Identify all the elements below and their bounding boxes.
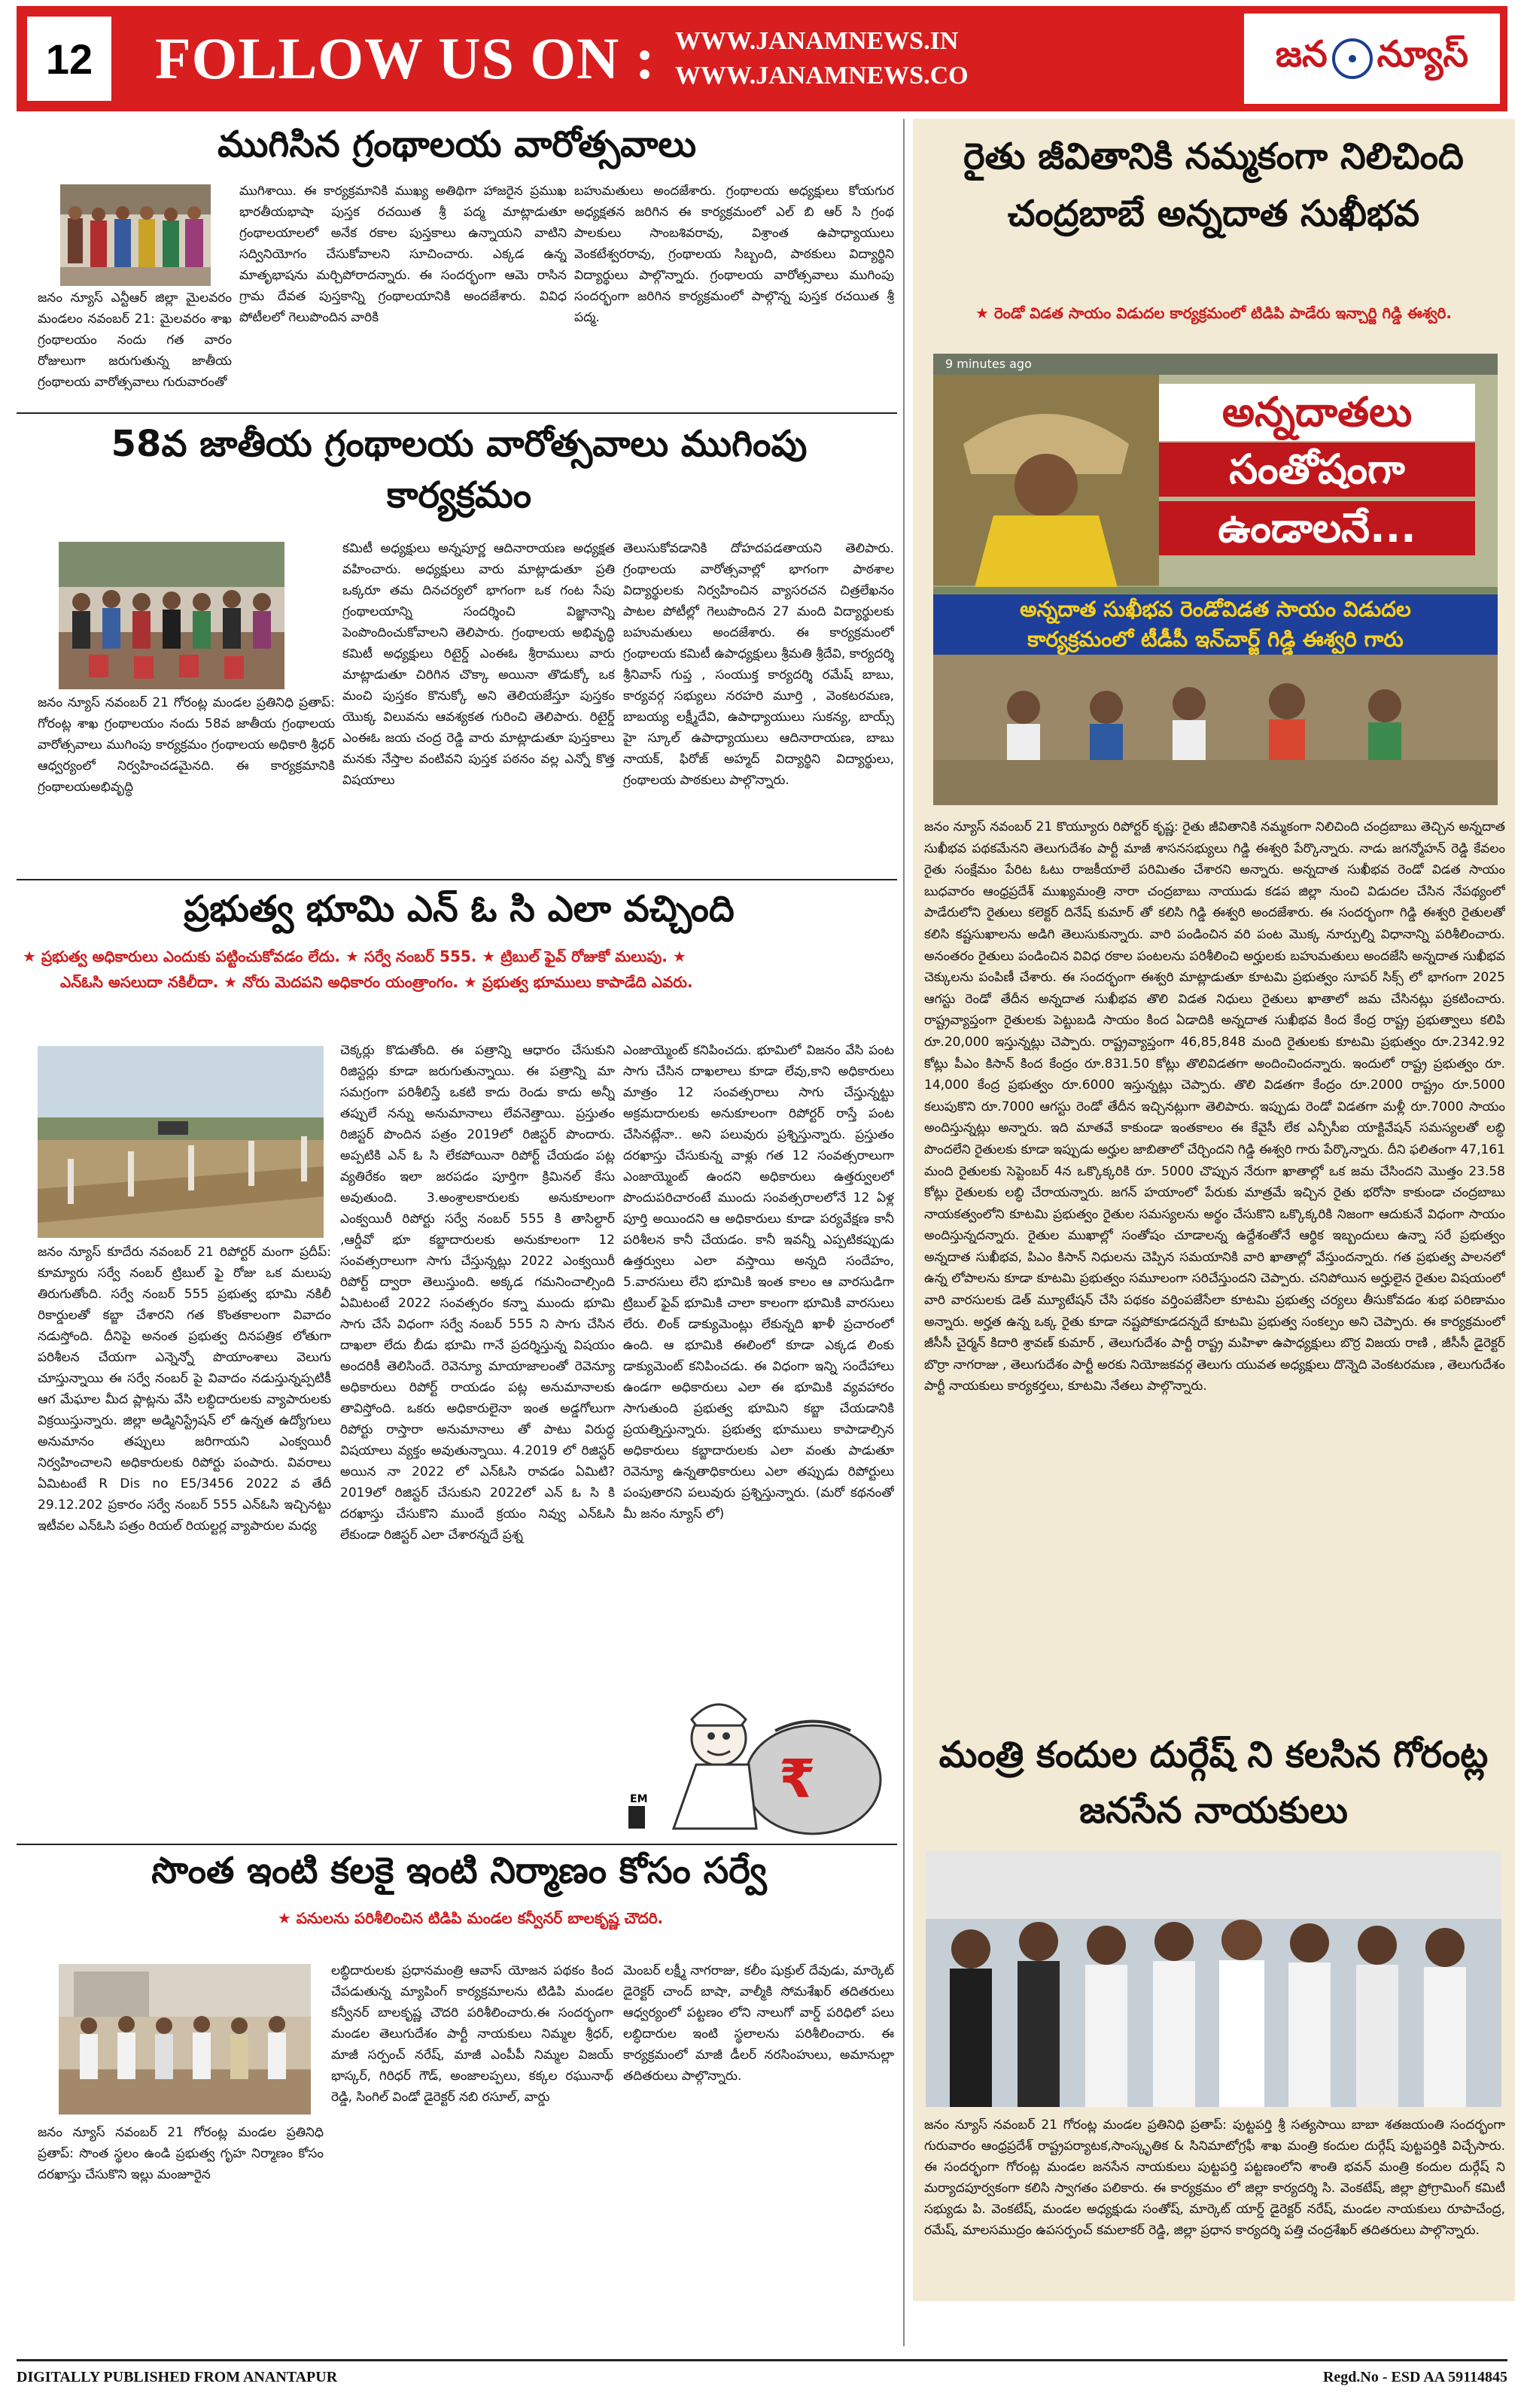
right1-photo-band-line1: అన్నదాత సుఖీభవ రెండోవిడత సాయం విడుదల	[933, 594, 1498, 625]
article1-headline: ముగిసిన గ్రంథాలయ వారోత్సవాలు	[217, 123, 697, 166]
section-rule	[17, 1844, 897, 1845]
right1-photo-band-line2: కార్యక్రమంలో టీడీపీ ఇన్‌చార్జ్ గిడ్డి ఈశ్వరి గారు	[933, 625, 1498, 655]
right1-subhead: ★ రెండో విడత సాయం విడుదల కార్యక్రమంలో టిడిపి పాడేరు ఇన్చార్జి గిడ్డి ఈశ్వరి.	[975, 304, 1452, 322]
right1-photo-caption-line1: అన్నదాతలు	[1159, 384, 1475, 441]
website-link-in[interactable]: WWW.JANAMNEWS.IN	[674, 27, 959, 55]
article4-column3: మెంబర్ లక్ష్మీ నాగరాజు, కలీం షుక్రుల్ దేవుడు, మార్కెట్ డైరెక్టర్ చాంద్ బాషా, వాల్మీకి సోమశేఖర్ తదితరులు ఆధ్వర్యంలో పట్టణం లోని నాలుగో వార్డ్ పరిధిలో పలు లబ్ధిదారుల ఇంటి స్థలాలను పరిశీలించారు. ఈ కార్యక్రమంలో మాజీ డీలర్ నరసింహులు, అమానుల్లా తదితరులు పాల్గొన్నారు.	[623, 1963, 894, 2084]
article3-column3: ఎంజాయ్మెంట్ కనిపించదు. భూమిలో విజనం వేసి పంట సాగు చేసిన దాఖలాలు కూడా లేవు,కాని అధికారులు మాత్రం 12 సంవత్సరాలు సాగు చేస్తున్నట్టు అక్రమదారులకు అనుకూలంగా రిపోర్టర్ రాస్తే పంట చేసినట్లేనా.. అని పలువురు ప్రశ్నిస్తున్నారు. ప్రస్తుతం దరఖాస్తు చేసుకున్న వాళ్లు గత 12 సంవత్సరాలుగా ఎంజాయ్మెంట్ ఉందని అధికారులు ఉత్తర్వులలో పొందుపరిచారంటే ముందు సంవత్సరాలలోనే 12 ఏళ్ల పూర్తి అయిందని ఆ అధికారులు కూడా పర్యవేక్షణ కానీ పరిశీలన కానీ చేయడం. కానీ ఇవన్నీ ఎప్పటికప్పుడు ఉత్తర్వులు ఎలా వస్తాయి అన్నది సందేహం, 5.వారసులు లేని భూమికి ఇంత కాలం ఆ వారసుడిగా ట్రిబుల్ ఫైవ్ భూమికి చాలా కాలంగా భూమికి వారసులు లేరు. లింక్ డాక్యుమెంట్లు లేకున్నది ఖాళీ ప్రచారంలో ఉంది. ఆ భూమికి ఈలింలో కూడా ఎక్కడ లింకు డాక్యుమెంట్ కనిపించడు. ఈ విధంగా ఇన్ని సందేహాలు ఉండగా అధికారులు ఎలా ఈ భూమికి వ్యవహారం సాగుతుంది ప్రభుత్వ భూమిని కబ్జా చేయడానికి ప్రయత్నిస్తున్నారు. ప్రభుత్వ భూములు కాపాడాల్సిన అధికారులు కబ్జాదారులకు ఎలా వంతు పాడుతూ రెవెన్యూ ఉన్నతాధికారులు ఎలా తప్పుడు రిపోర్టులు పంపుతారని పలువురు ప్రశ్నిస్తున్నారు. (మరో కథనంతో మీ జనం న్యూస్ లో)	[623, 1043, 894, 1522]
corruption-cartoon	[628, 1667, 896, 1836]
section-rule	[17, 879, 897, 880]
right2-photo	[926, 1851, 1501, 2107]
logo-text-left: జన	[1275, 33, 1328, 75]
article4-headline: సొంత ఇంటి కలకై ఇంటి నిర్మాణం కోసం సర్వే	[151, 1850, 767, 1892]
article3-photo	[38, 1046, 324, 1238]
chakra-icon	[1332, 38, 1373, 79]
article2-lead: జనం న్యూస్ నవంబర్ 21 గోరంట్ల మండల ప్రతినిధి ప్రతాప్: గోరంట్ల శాఖ గ్రంథాలయం నందు 58వ జాతీయ గ్రంథాలయ వారోత్సవాలు ముగింపు కార్యక్రమం గ్రంథాలయ అధికారి శ్రీధర్ ఆధ్వర్యంలో నిర్వహించడమైనది. ఈ కార్యక్రమానికి గ్రంథాలయఅభివృద్ధి	[38, 695, 335, 795]
article3-lead: జనం న్యూస్ కూదేరు నవంబర్ 21 రిపోర్టర్ మంగా ప్రదీప్: కూమ్యారు సర్వే నంబర్ ట్రిబుల్ ఫై రోజు ఒక మలుపు తిరుగుతోంది. సర్వే నంబర్ 555 ప్రభుత్వ భూమి నకిలీ రికార్డులతో కబ్జా చేశారని గత కొంతకాలంగా వివాదం నడుస్తోంది. దీనిపై అనంత ప్రభుత్వ దినపత్రిక లోతుగా పరిశీలన చేయగా ఎన్నెన్నో పొయాంశాలు వెలుగు చూస్తున్నాయి ఈ సర్వే నంబర్ పై వివాదం నడుస్తున్నప్పటికీ ఆగ మేఘాల మీద ప్లాట్లను వేసి లబ్ధిదారులకు వ్యాపారులకు విక్రయిస్తున్నారు. జిల్లా అడ్మినిస్ట్రేషన్ లో ఉన్నత ఉద్యోగులు అనుమానం తప్పులు జరిగాయని ఎంక్వయిరీ నిర్వహించాలని అధికారులకు రిపోర్టు పంపారు. వివరాలు ఏమిటంటే R Dis no E5/3456 2022 వ తేదీ 29.12.202 ప్రకారం సర్వే నంబర్ 555 ఎన్ఓసి ఇచ్చినట్టు ఇటీవల ఎన్ఓసి పత్రం రియల్ రియల్టర్ల వ్యాపారుల మధ్య	[38, 1245, 331, 1534]
article1-photo	[60, 184, 211, 286]
page-number: 12	[27, 17, 111, 101]
footer-registration: Regd.No - ESD AA 59114845	[1322, 2369, 1507, 2385]
right1-headline: రైతు జీవితానికి నమ్మకంగా నిలిచింది చంద్రబాబే అన్నదాత సుఖీభవ	[963, 135, 1464, 235]
right1-photo-caption-line3: ఉండాలనే...	[1159, 501, 1475, 555]
article4-lead: జనం న్యూస్ నవంబర్ 21 గోరంట్ల మండల ప్రతినిధి ప్రతాప్: సొంత స్థలం ఉండి ప్రభుత్వ గృహ నిర్మాణం కోసం దరఖాస్తు చేసుకొని ఇల్లు మంజూరైన	[38, 2125, 324, 2182]
website-links	[675, 24, 969, 93]
article1-lead: జనం న్యూస్ ఎన్టీఆర్ జిల్లా మైలవరం మండలం నవంబర్ 21: మైలవరం శాఖ గ్రంథాలయం నందు గత వారం రోజులుగా జరుగుతున్న జాతీయ గ్రంథాలయ వారోత్సవాలు గురువారంతో	[38, 290, 232, 390]
article4-photo	[59, 1964, 311, 2115]
right1-photo-caption-line2: సంతోషంగా	[1159, 442, 1475, 497]
right1-photo	[933, 354, 1498, 805]
article3-subhead-line1: ★ ప్రభుత్వ అధికారులు ఎందుకు పట్టించుకోవడం లేదు. ★ సర్వే నంబర్ 555. ★ ట్రిబుల్ ఫైవ్ రోజుకో మలుపు. ★	[23, 947, 686, 965]
cartoon-tag: EM	[630, 1793, 648, 1805]
section-rule	[17, 412, 897, 414]
janam-news-logo	[1244, 14, 1500, 104]
article2-headline: 58వ జాతీయ గ్రంథాలయ వారోత్సవాలు ముగింపు కార్యక్రమం	[111, 423, 808, 516]
website-link-co[interactable]: WWW.JANAMNEWS.CO	[674, 62, 969, 90]
article2-column2: కమిటీ అధ్యక్షులు అన్నపూర్ణ ఆదినారాయణ అధ్యక్షత వహించారు. అధ్యక్షులు వారు మాట్లాడుతూ ప్రతి ఒక్కరూ తమ దినచర్యలో భాగంగా ఒక గంట సేపు గ్రంథాలయాన్ని సందర్శించి విజ్ఞానాన్ని పెంపొందించుకోవాలని తెలిపారు. గ్రంథాలయ అభివృద్ధి కమిటీ అధ్యక్షులు రిటైర్డ్ ఎంఈఓ శ్రీరాములు వారు మాట్లాడుతూ చిరిగిన చొక్కా అయినా తొడుక్కో ఒక మంచి పుస్తకం కొనుక్కో అని తెలియజేస్తూ పుస్తకం యొక్క విలువను ఆవశ్యకత గురించి తెలిపారు. రిటైర్డ్ ఎంఈఓ జయ చంద్ర రెడ్డి వారు మాట్లాడుతూ పుస్తకాలు మనకు నేస్తాల వంటివని పుస్తక పఠనం వల్ల ఎన్నో కొత్త విషయాలు	[342, 541, 615, 788]
right2-headline: మంత్రి కందుల దుర్గేష్ ని కలసిన గోరంట్ల జనసేన నాయకులు	[938, 1734, 1489, 1832]
article3-subhead-line2: ఎన్ఓసి అసలుదా నకిలీదా. ★ నోరు మెదపని అధికారం యంత్రాంగం. ★ ప్రభుత్వ భూములు కాపాడేది ఎవరు.	[60, 973, 693, 991]
column-divider	[903, 119, 905, 2346]
page-footer	[17, 2359, 1507, 2394]
footer-publisher: DIGITALLY PUBLISHED FROM ANANTAPUR	[17, 2369, 338, 2385]
right2-body: జనం న్యూస్ నవంబర్ 21 గోరంట్ల మండల ప్రతినిధి ప్రతాప్: పుట్టపర్తి శ్రీ సత్యసాయి బాబా శతజయంతి సందర్భంగా గురువారం ఆంధ్రప్రదేశ్ రాష్ట్రపర్యాటక,సాంస్కృతిక & సినిమాటోగ్రఫీ శాఖ మంత్రి కందుల దుర్గేష్ పుట్టపర్తికి విచ్చేసారు. ఈ సందర్భంగా గోరంట్ల మండల జనసేన నాయకులు పుట్టపర్తి పట్టణంలోని శాంతి భవన్ మంత్రి కందుల దుర్గేష్ ని మర్యాదపూర్వకంగా కలిసి స్వాగతం పలికారు. ఈ కార్యక్రమం లో జిల్లా కార్యదర్శి సి. వెంకటేష్, జిల్లా ప్రోగ్రామింగ్ కమిటీ సభ్యుడు పి. వెంకటేష్, మండల అధ్యక్షుడు సంతోష్, మార్కెట్ యార్డ్ డైరెక్టర్ నరేష్, మండల నాయకులు రూపాచేంద్ర, రమేష్, మాలసముద్రం ఉపసర్పంచ్ కమలాకర్ రెడ్డి, జిల్లా ప్రధాన కార్యదర్శి పత్తి చంద్రశేఖర్ తదితరులు పాల్గొన్నారు.	[924, 2118, 1505, 2238]
article2-column3: తెలుసుకోవడానికి దోహదపడతాయని తెలిపారు. గ్రంథాలయ వారోత్సవాల్లో భాగంగా పాఠశాల విద్యార్థులకు నిర్వహించిన వ్యాసరచన చిత్రలేఖనం పాటల పోటీల్లో గెలుపొందిన 27 మంది విద్యార్థులకు బహుమతులు అందజేశారు. ఈ కార్యక్రమంలో గ్రంథాలయ కమిటీ ఉపాధ్యక్షులు శ్రీమతి శ్రీదేవి, కార్యదర్శి శ్రీనివాస్ గుప్త , సంయుక్త కార్యదర్శి రమేష్ బాబు, కార్యవర్గ సభ్యులు నరహరి మూర్తి , వెంకటరమణ, బాబయ్య లక్ష్మీదేవి, ఉపాధ్యాయులు సుకన్య, బాయ్స్ హై స్కూల్ ఉపాధ్యాయులు ఆదినారాయణ, బాబు నాయక్, ఫిరోజ్ అహ్మద్ విద్యార్థిని విద్యార్థులు, గ్రంథాలయ పాఠకులు పాల్గొన్నారు.	[623, 541, 894, 788]
article1-column2: ముగిశాయి. ఈ కార్యక్రమానికి ముఖ్య అతిథిగా హాజరైన ప్రముఖ భారతీయభాషా పుస్తక రచయిత శ్రీ పద్మ మాట్లాడుతూ గ్రంథాలయాలలో అనేక రకాల పుస్తకాలు ఉన్నాయని వాటిని సద్వినియోగం చేసుకోవాలని సూచించారు. ఎక్కడ ఉన్న మాతృభాషను మర్చిపోరాదన్నారు. ఈ సందర్భంగా ఆమె రాసిన గ్రామ దేవత పుస్తకాన్ని గ్రంథాలయానికి అందజేశారు. వివిధ పోటీలలో గెలుపొందిన వారికి	[239, 184, 567, 325]
rupee-symbol: ₹	[779, 1748, 816, 1810]
article2-photo	[59, 542, 284, 689]
right1-body: జనం న్యూస్ నవంబర్ 21 కొయ్యూరు రిపోర్టర్ కృష్ణ: రైతు జీవితానికి నమ్మకంగా నిలిచింది చంద్రబాబు తెచ్చిన అన్నదాత సుఖీభవ పథకమేనని తెలుగుదేశం పార్టీ మాజీ శాసనసభ్యులు గిడ్డి ఈశ్వరి పేర్కొన్నారు. నాడు జగన్మోహన్ రెడ్డి కేవలం రైతు సంక్షేమం పేరిట ఓటు రాజకీయాలే పరిమితం చేశారని అన్నారు. అన్నదాత సుఖీభవ రెండో విడత సాయం బుధవారం ఆంధ్రప్రదేశ్ ముఖ్యమంత్రి నారా చంద్రబాబు నాయుడు కడప జిల్లా నుంచి విడుదల చేసిన నేపథ్యంలో పాడేరులోని రైతులు కలెక్టర్ దినేష్ కుమార్ తో కలిసి గిడ్డి ఈశ్వరి అందజేశారు. ఈ సందర్భంగా గిడ్డి ఈశ్వరి రైతులతో కలిసి కష్టసుఖాలను అడిగి తెలుసుకున్నారు. వారి పండించిన వరి పంట మొక్క నూర్పుల్ని విధానాన్ని పరిశీలించారు. అనంతరం రైతులు పండించిన వివిధ రకాల పంటలను పరిశీలించి అర్హులకు బహుమతులు అందజేసి అన్నదాత సుఖీభవ చెక్కులను పంపిణీ చేశారు. ఈ సందర్భంగా ఈశ్వరి మాట్లాడుతూ కూటమి ప్రభుత్వం సూపర్ సిక్స్ లో భాగంగా 2025 ఆగస్టు రెండో తేదీన అన్నదాత సుఖీభవ తొలి విడత నిధులు రైతులు ఖాతాలో జమ చేసినట్లు ప్రకటించారు. రాష్ట్రవ్యాప్తంగా రైతులకు పెట్టుబడి సాయం కింద ఏడాదికి అన్నదాత సుఖీభవ కింద కేంద్ర రాష్ట్ర ప్రభుత్వాలు కలిపి రూ.20,000 ఇస్తున్నట్లు చెప్పారు. రాష్ట్రవ్యాప్తంగా 46,85,848 మంది రైతులకు కూటమి ప్రభుత్వం రూ.2342.92 కోట్లు పీఎం కిసాన్ కింద కేంద్రం రూ.831.50 కోట్లు తొలివిడతగా అందించిందన్నారు. ఇందులో రాష్ట్ర ప్రభుత్వం రూ. 14,000 కేంద్ర ప్రభుత్వం రూ.6000 ఇస్తున్నట్లు చెప్పారు. తొలి విడతగా కేంద్రం రూ.2000 రాష్ట్రం రూ.5000 కలుపుకొని రూ.7000 ఆగస్టు రెండో తేదీన ఇచ్చినట్లుగా తెలిపారు. ఇప్పుడు రెండో విడతగా మళ్లీ రూ.7000 సాయం అందిస్తున్నట్లు అన్నారు. ఇది మాతవే కాకుండా ఇంతకాలం ఈ కేవైసీ లేక ఎన్పీసీఐ యాక్టివేషన్ సమస్యలతో లబ్ధి పొందలేని రైతులకు కూడా ఇప్పుడు అర్హుల జాబితాలో చేర్చిందని గిడ్డి ఈశ్వరి గారు పేర్కొన్నారు. దీని ఫలితంగా 47,161 మంది రైతులకు సెప్టెంబర్ 4న ఒక్కొక్కరికి రూ. 5000 చొప్పున నేరుగా ఖాతాల్లో ఒక జమ చేసిందని మొత్తం 23.58 కోట్లు రైతులకు లబ్ధి చేరాయన్నారు. జగన్ హయాంలో పేరుకు మాత్రమే ఇచ్చిన రైతు భరోసా కాకుండా చంద్రబాబు నాయకత్వంలోని కూటమి ప్రభుత్వం రైతుల సమస్యలను అర్థం చేసుకొని ఒక్కొక్కరికి నిజంగా ఆదుకునే విధంగా సాయం అందిస్తున్నదన్నారు. రైతుల ముఖాల్లో సంతోషం చూడాలన్న ఉద్దేశంతోనే ఆర్థిక ఇబ్బందులు ఉన్నా సరే ప్రభుత్వం అన్నదాత సుఖీభవ, పిఎం కిసాన్ నిధులను చెప్పిన సమయానికి వారి ఖాతాల్లో వేస్తుందన్నారు. గత ప్రభుత్వ పాలనలో ఉన్న లోపాలను కూడా కూటమి ప్రభుత్వం సమూలంగా సరిచేస్తుందని చెప్పారు. చనిపోయిన అర్హులైన రైతుల విషయంలో వారి వారసులకు డెత్ మ్యూటేషన్ చేసి పథకం వర్తింపజేసేలా కూటమి ప్రభుత్వ చర్యలు తీసుకోవడం శుభ పరిణామం అన్నారు. అర్హత ఉన్న ఒక్క రైతు కూడా నష్టపోకూడదన్నదే కూటమి ప్రభుత్వ సంకల్పం అని చెప్పారు. ఈ కార్యక్రమంలో జీసీసీ చైర్మన్ కిదారి శ్రావణ్ కుమార్ , తెలుగుదేశం పార్టీ రాష్ట్ర మహిళా ఉపాధ్యక్షులు బొర్ర విజయ రాణి , జీసీసీ డైరెక్టర్ బొర్రా నాగరాజు , తెలుగుదేశం పార్టీ అరకు నియోజకవర్గ తెలుగు యువత అధ్యక్షులు దొన్నెది వెంకటరమణ , తెలుగుదేశం పార్టీ నాయకులు కార్యకర్తలు, కూటమి నేతలు పాల్గొన్నారు.	[924, 819, 1505, 1394]
right1-photo-timestamp: 9 minutes ago	[945, 357, 1032, 371]
logo-text-right: న్యూస్	[1376, 33, 1469, 75]
article1-column3: బహుమతులు అందజేశారు. గ్రంథాలయ అధ్యక్షులు కోయగుర అధ్యక్షతన జరిగిన ఈ కార్యక్రమంలో ఎల్ బి ఆర్ సి గ్రంథ పాలకులు సాంబశివరావు, విశ్రాంత ఉపాధ్యాయులు వెంకటేశ్వరరావు, గ్రంథాలయ సిబ్బంది, పాఠకులు విద్యార్థిని విద్యార్థులు పాల్గొన్నారు. గ్రంథాలయ వారోత్సవాలు ముగింపు సందర్భంగా జరిగిన కార్యక్రమంలో పాల్గొన్న పుస్తక రచయిత శ్రీ పద్మ.	[574, 184, 894, 325]
article3-column2: చెక్కర్లు కొడుతోంది. ఈ పత్రాన్ని ఆధారం చేసుకుని రిజిస్టర్లు కూడా జరుగుతున్నాయి. ఈ పత్రాన్ని మా సమగ్రంగా పరిశీలిస్తే ఒకటి కాదు రెండు కాదు అన్నీ తప్పులే నన్ను అనుమానాలు లేవనెత్తాయి. ప్రస్తుతం రిజిస్టర్ పొందిన పత్రం 2019లో రిజిస్టర్ పొందారు. అప్పటికి ఎన్ ఓ సి లేకపోయినా రిపోర్ట్ చేయడం పట్ల వ్యతిరేకం ఇలా జరపడం పూర్తిగా క్రిమినల్ కేసు అవుతుంది. 3.అంశ్రాలకారులకు అనుకూలంగా ఎంక్వయిరీ రిపోర్టు సర్వే నంబర్ 555 కి తాసిల్దార్ ,ఆర్డీవో భూ కబ్జాదారులకు అనుకూలంగా 12 సంవత్సరాలుగా సాగు చేస్తున్నట్లు 2022 ఎంక్వయిరీ రిపోర్ట్ ద్వారా తెలుస్తుంది. అక్కడ గమనించాల్సింది ఏమిటంటే 2022 సంవత్సరం కన్నా ముందు భూమి సాగు చేసే విధంగా సర్వే నంబర్ 555 ని సాగు చేసిన దాఖలా లేదు బీడు భూమి గానే ప్రదర్శిస్తున్న విషయం అందరికీ తెలిసిందే. రెవెన్యూ మాయాజాలంతో రెవెన్యూ అధికారులు రిపోర్ట్ రాయడం పట్ల అనుమానాలకు తావిస్తోంది. ఒకరు అధికారులైనా ఇంత అడ్డగోలుగా రిపోర్టు రాస్తారా అనుమానాలు తో పాటు విరుద్ధ విషయాలు వ్యక్తం అవుతున్నాయి. 4.2019 లో రిజిస్టర్ అయిన నా 2022 లో ఎన్ఓసి రావడం ఏమిటి? 2019లో రిజిస్టర్ చేసుకుని 2022లో ఎన్ ఓ సి కి దరఖాస్తు చేసుకొని ముందే క్రయం నివ్వు ఎన్ఓసి లేకుండా రిజిస్టర్ ఎలా చేశారన్నదే ప్రశ్న	[340, 1043, 615, 1543]
follow-us-label: FOLLOW US ON :	[155, 26, 656, 91]
article4-subhead: ★ పనులను పరిశీలించిన టిడిపి మండల కన్వీనర్ బాలకృష్ణ చౌదరి.	[277, 1909, 664, 1927]
masthead-banner	[17, 6, 1507, 111]
article4-column2: లబ్ధిదారులకు ప్రధానమంత్రి ఆవాస్ యోజన పథకం కింద చేపడుతున్న మ్యాపింగ్ కార్యక్రమాలను టిడిపి మండల కన్వీనర్ బాలకృష్ణ చౌదరి పరిశీలించారు.ఈ సందర్భంగా మండల తెలుగుదేశం పార్టీ నాయకులు నిమ్మల శ్రీధర్, మాజీ సర్పంచ్ నరేష్, మాజీ ఎంపీపీ నిమ్మల విజయ్ భాస్కర్, గిరిధర్ గౌడ్, అంజాలప్పలు, కక్కల రఘునాథ్ రెడ్డి, సింగిల్ విండో డైరెక్టర్ నబి రసూల్, వార్డు	[331, 1963, 613, 2105]
article3-headline: ప్రభుత్వ భూమి ఎన్ ఓ సి ఎలా వచ్చింది	[184, 888, 735, 930]
